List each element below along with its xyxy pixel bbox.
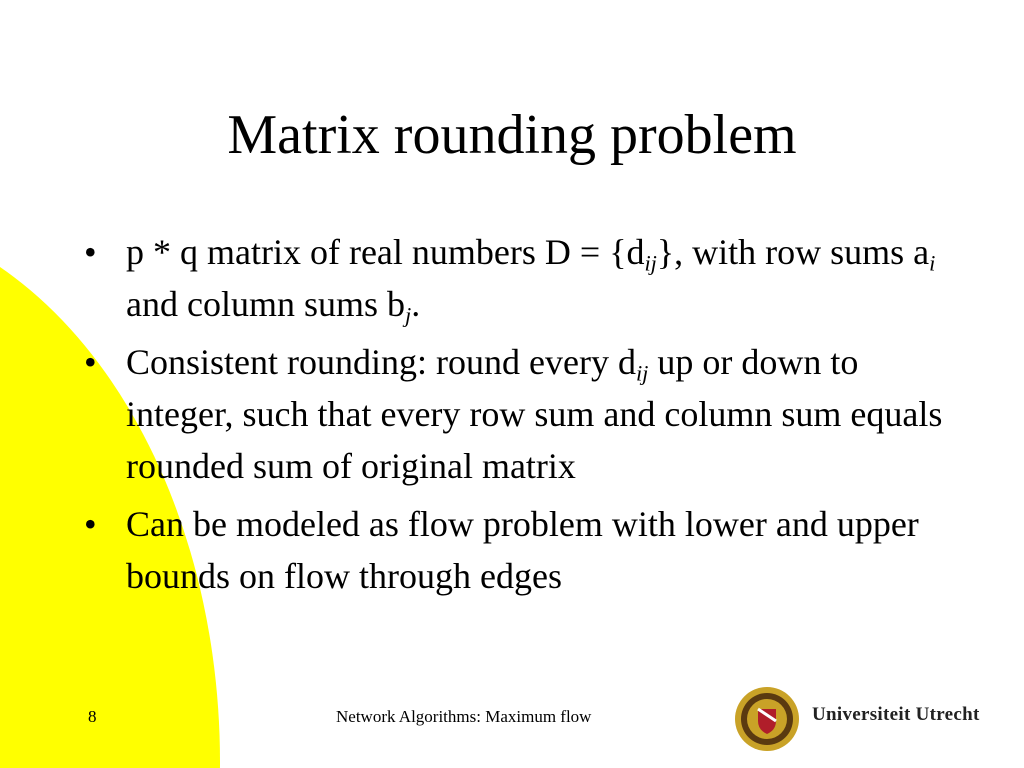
- bullet-text: p * q matrix of real numbers $D = \{d_{ij}\}$, with row sums $a_i$ and column sums $b_j$.: [126, 232, 936, 328]
- bullet-text: Consistent rounding: round every $d_{ij}$ up or down to integer, such that every row sum and column sum equals rounded sum of original matrix: [126, 342, 943, 486]
- bullet-text: Can be modeled as flow problem with lower and upper bounds on flow through edges: [126, 504, 919, 596]
- university-seal-icon: [734, 686, 800, 752]
- bullet-marker: •: [84, 232, 97, 272]
- bullet-marker: •: [84, 342, 97, 382]
- bullet-item-3: [84, 498, 964, 602]
- bullet-marker: •: [84, 504, 97, 544]
- university-logo-text: Universiteit Utrecht: [812, 704, 980, 725]
- slide-title: Matrix rounding problem: [227, 104, 797, 166]
- bullet-list: [84, 226, 964, 608]
- footer-title: Network Algorithms: Maximum flow: [336, 707, 592, 726]
- bullet-item-1: [84, 226, 964, 330]
- bullet-item-2: [84, 336, 964, 492]
- page-number: 8: [88, 707, 97, 726]
